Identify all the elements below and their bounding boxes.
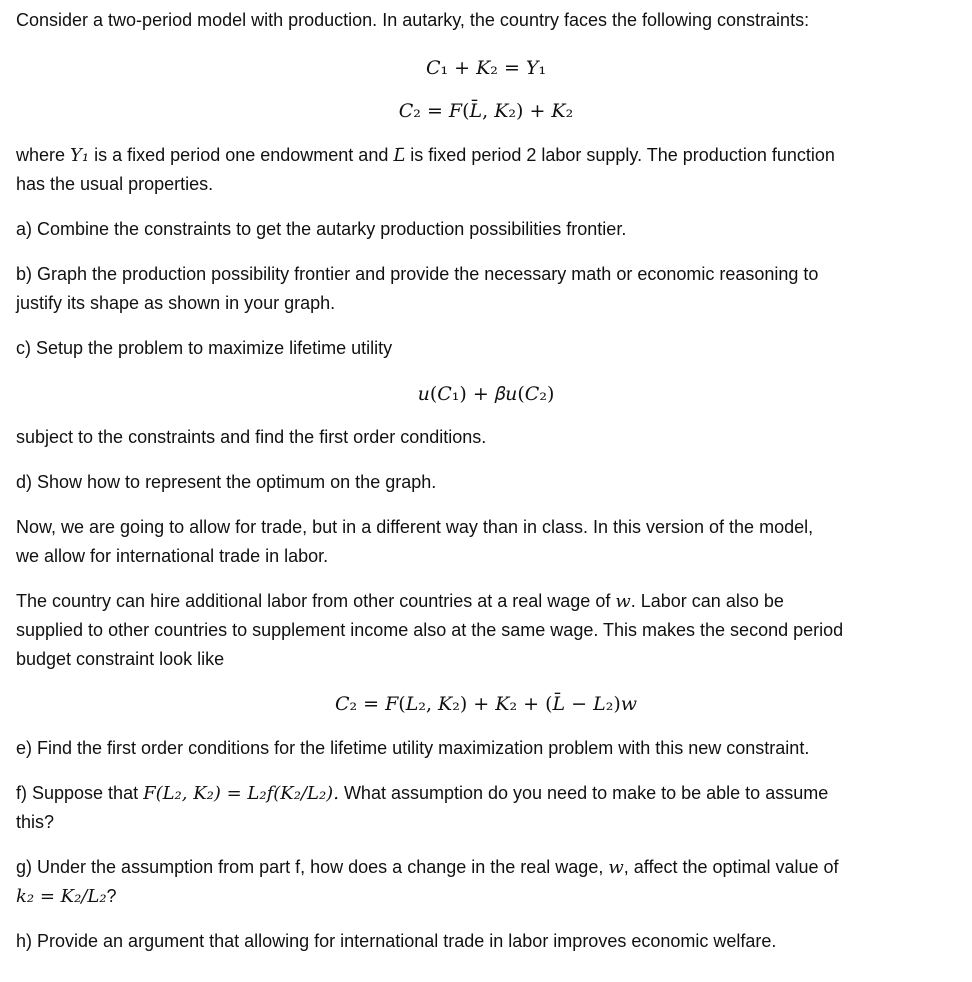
question-h: h) Provide an argument that allowing for international trade in labor improves economic welfare. <box>16 931 777 951</box>
math-w: 𝑤 <box>615 591 631 612</box>
question-d: d) Show how to represent the optimum on the graph. <box>16 472 437 492</box>
trade-wage-paragraph: The country can hire additional labor from other countries at a real wage of 𝑤. Labor can also be supplied to other countries to supplement income also at the same wage. This makes the second period budget constraint look like <box>16 587 961 674</box>
question-b: b) Graph the production possibility frontier and provide the necessary math or economic reasoning to justify its shape as shown in your graph. <box>16 264 819 313</box>
question-g <box>16 853 961 911</box>
where-line-1: where 𝑌₁ is a fixed period one endowment and 𝐿̄ is fixed period 2 labor supply. The production function <box>16 145 835 166</box>
question-c-subject: subject to the constraints and find the first order conditions. <box>16 427 487 447</box>
intro-paragraph: Consider a two-period model with production. In autarky, the country faces the following constraints: <box>16 10 810 30</box>
question-g-line-2: 𝑘₂ = 𝐾₂/𝐿₂? <box>16 886 117 907</box>
where-paragraph <box>16 141 961 199</box>
question-f-line-1: f) Suppose that 𝐹(𝐿₂, 𝐾₂) = 𝐿₂𝑓(𝐾₂/𝐿₂). What assumption do you need to make to be able to assume <box>16 783 829 804</box>
equation-trade-period2: 𝐶₂ = 𝐹(𝐿₂, 𝐾₂) + 𝐾₂ + (𝐿̄ − 𝐿₂)𝑤 <box>334 693 638 715</box>
where-line-2: has the usual properties. <box>16 174 214 194</box>
equation-autarky-period2: 𝐶₂ = 𝐹(𝐿̄, 𝐾₂) + 𝐾₂ <box>398 100 574 122</box>
math-y1: 𝑌₁ <box>70 145 90 166</box>
question-a: a) Combine the constraints to get the autarky production possibilities frontier. <box>16 219 627 239</box>
trade-intro-paragraph: Now, we are going to allow for trade, but in a different way than in class. In this version of the model, we allow for international trade in labor. <box>16 517 814 566</box>
equation-autarky-period1: 𝐶₁ + 𝐾₂ = 𝑌₁ <box>425 57 547 79</box>
question-g-line-1: g) Under the assumption from part f, how does a change in the real wage, 𝑤, affect the optimal value of <box>16 857 839 878</box>
question-e: e) Find the first order conditions for the lifetime utility maximization problem with this new constraint. <box>16 738 810 758</box>
math-lbar: 𝐿̄ <box>393 145 406 166</box>
math-w-g: 𝑤 <box>608 857 624 878</box>
math-production-function: 𝐹(𝐿₂, 𝐾₂) = 𝐿₂𝑓(𝐾₂/𝐿₂). <box>143 783 339 804</box>
equation-utility: 𝑢(𝐶₁) + 𝛽𝑢(𝐶₂) <box>417 383 555 405</box>
question-f: f) Suppose that 𝐹(𝐿₂, 𝐾₂) = 𝐿₂𝑓(𝐾₂/𝐿₂). What assumption do you need to make to be able to assume this? <box>16 779 961 837</box>
question-c: c) Setup the problem to maximize lifetime utility <box>16 338 393 358</box>
trade-wage-line-1: The country can hire additional labor from other countries at a real wage of 𝑤. Labor can also be <box>16 591 784 612</box>
math-k2: 𝑘₂ = 𝐾₂/𝐿₂ <box>16 886 107 907</box>
